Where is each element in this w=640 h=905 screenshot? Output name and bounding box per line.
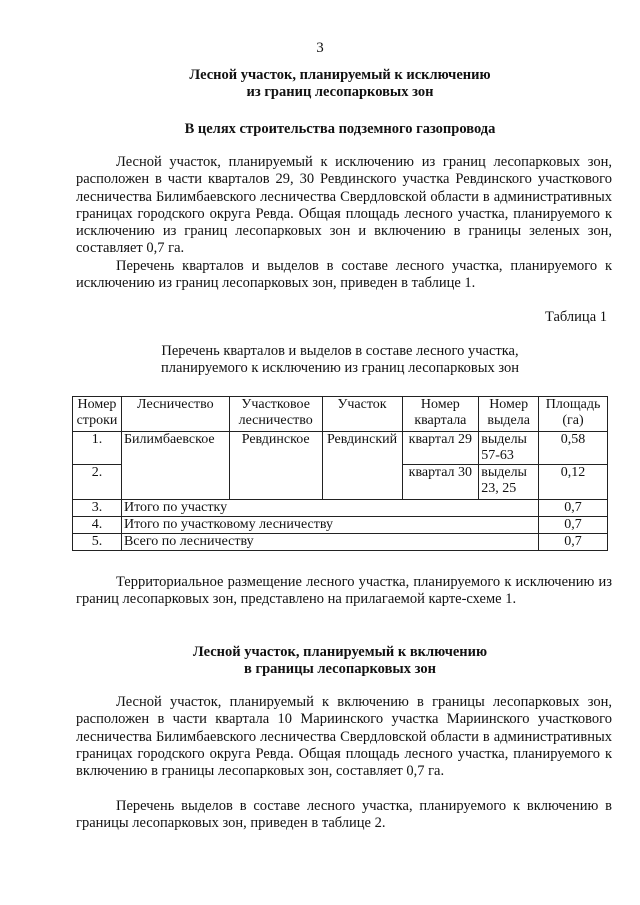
map-reference-paragraph: Территориальное размещение лесного участка, планируемого к исключению из границ лесопарковых зон, представлено на прилагаемой карте-схеме 1. — [76, 574, 612, 608]
cell-summary-label: Итого по участковому лесничеству — [121, 517, 538, 534]
header-row-no: Номер строки — [73, 397, 122, 432]
header-plot: Участок — [322, 397, 402, 432]
cell-district-forestry: Ревдинское — [229, 432, 322, 500]
cell-row-no: 4. — [73, 517, 122, 534]
section-2-paragraph-1: Лесной участок, планируемый к включению в границы лесопарковых зон, расположен в части квартала 10 Мариинского участка Мариинского участкового лесничества Билимбаевского лесничества Свердловской области в административных границах городского округа Ревда. Общая площадь лесного участка, планируемого к включению в границы лесопарковых зон, составляет 0,7 га. — [76, 694, 612, 780]
section-2-title-line-2: в границы лесопарковых зон — [244, 661, 436, 677]
header-quarter-no: Номер квартала — [402, 397, 479, 432]
section-1-title-line-1: Лесной участок, планируемый к исключению — [189, 67, 491, 83]
section-1-title-line-2: из границ лесопарковых зон — [246, 84, 434, 100]
cell-area: 0,58 — [539, 432, 608, 465]
header-area: Площадь (га) — [539, 397, 608, 432]
table-summary-row — [73, 517, 608, 534]
table-summary-row — [73, 500, 608, 517]
cell-row-no: 3. — [73, 500, 122, 517]
cell-plot: Ревдинский — [322, 432, 402, 500]
cell-quarter: квартал 30 — [402, 465, 479, 500]
section-1-paragraph-2: Перечень кварталов и выделов в составе лесного участка, планируемого к исключению из границ лесопарковых зон, приведен в таблице 1. — [76, 258, 612, 292]
table-1-caption-line-2: планируемого к исключению из границ лесопарковых зон — [160, 360, 519, 376]
table-1-caption — [60, 343, 620, 377]
section-2-paragraph-2: Перечень выделов в составе лесного участка, планируемого к включению в границы лесопарковых зон, приведен в таблице 2. — [76, 798, 612, 832]
header-district-forestry: Участковое лесничество — [229, 397, 322, 432]
table-summary-row — [73, 534, 608, 551]
section-1-paragraph-1: Лесной участок, планируемый к исключению из границ лесопарковых зон, расположен в части кварталов 29, 30 Ревдинского участка Ревдинского участкового лесничества Билимбаевского лесничества Свердловской области в административных границах городского округа Ревда. Общая площадь лесного участка, планируемого к исключению из границ лесопарковых зон и включению в границы зеленых зон, составляет 0,7 га. — [76, 154, 612, 257]
cell-row-no: 2. — [73, 465, 122, 500]
table-header-row — [73, 397, 608, 432]
cell-area: 0,7 — [539, 500, 608, 517]
table-1-caption-line-1: Перечень кварталов и выделов в составе лесного участка, — [161, 343, 519, 359]
section-1-subtitle: В целях строительства подземного газопровода — [184, 121, 496, 137]
cell-area: 0,12 — [539, 465, 608, 500]
table-1-label: Таблица 1 — [544, 309, 607, 325]
cell-summary-label: Всего по лесничеству — [121, 534, 538, 551]
section-1-title — [60, 67, 620, 101]
cell-quarter: квартал 29 — [402, 432, 479, 465]
section-2-title — [60, 644, 620, 678]
cell-summary-label: Итого по участку — [121, 500, 538, 517]
cell-area: 0,7 — [539, 517, 608, 534]
table-row — [73, 432, 608, 465]
section-2-title-line-1: Лесной участок, планируемый к включению — [192, 644, 488, 660]
page-number: 3 — [316, 40, 324, 56]
cell-stands: выделы 57-63 — [479, 432, 539, 465]
cell-forestry: Билимбаевское — [121, 432, 229, 500]
table-1 — [72, 396, 608, 551]
cell-stands: выделы 23, 25 — [479, 465, 539, 500]
header-forestry: Лесничество — [121, 397, 229, 432]
cell-row-no: 1. — [73, 432, 122, 465]
header-stand-no: Номер выдела — [479, 397, 539, 432]
cell-area: 0,7 — [539, 534, 608, 551]
cell-row-no: 5. — [73, 534, 122, 551]
